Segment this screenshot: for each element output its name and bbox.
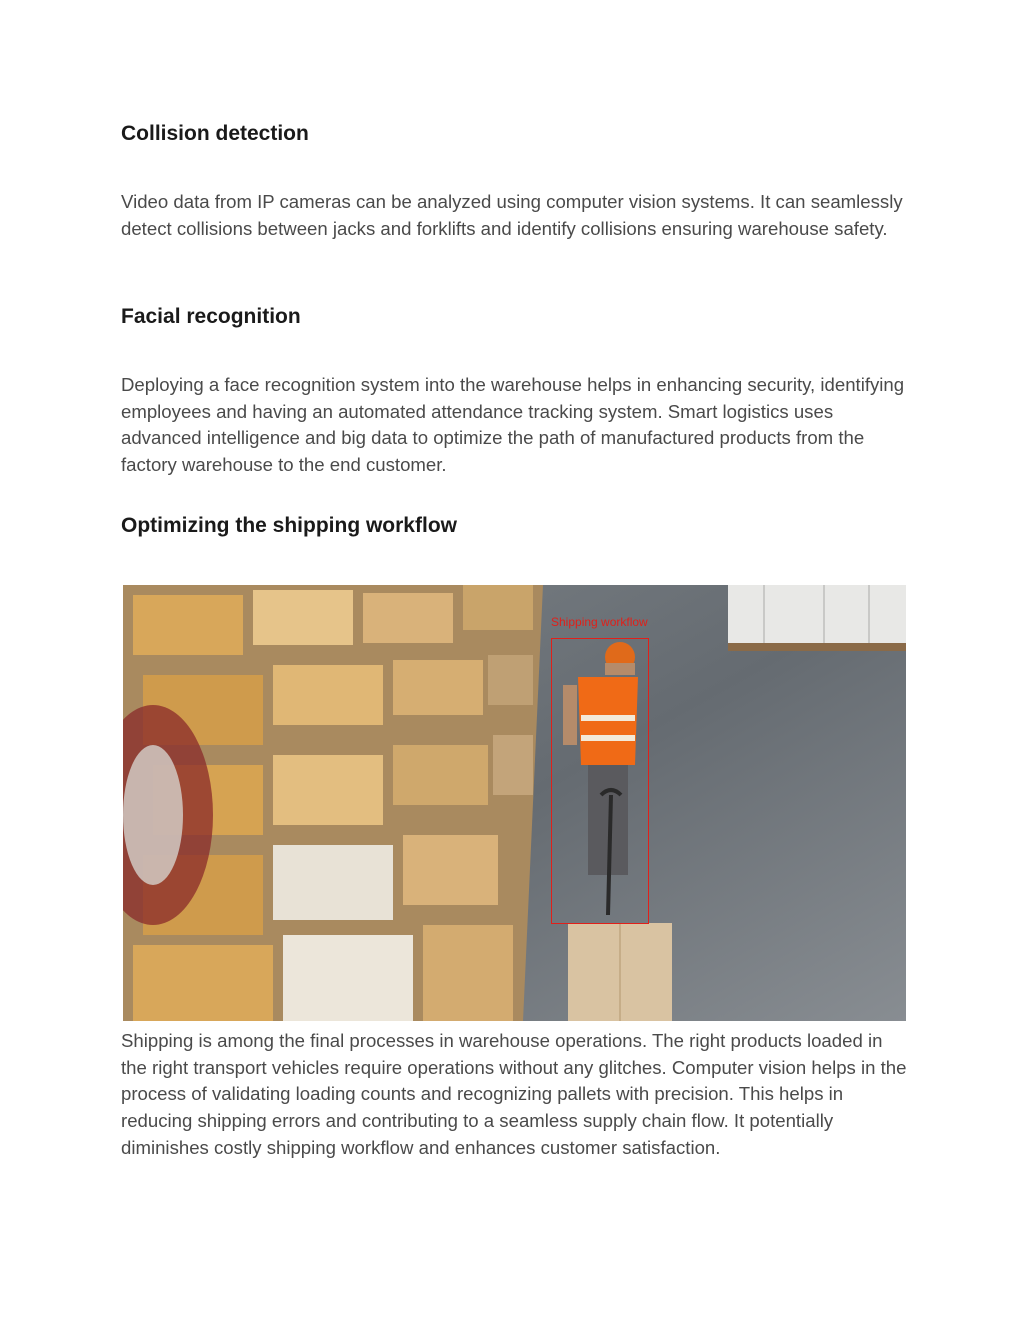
detection-label: Shipping workflow: [551, 615, 648, 629]
paragraph-shipping-workflow: Shipping is among the final processes in warehouse operations. The right products loaded in the right transport vehicles require operations without any glitches. Computer vision helps in the process of validating loading counts and recognizing pallets with precision. This helps in reducing shipping errors and contributing to a seamless supply chain flow. It potentially diminishes costly shipping workflow and enhances customer satisfaction.: [121, 1030, 907, 1158]
paragraph-collision-detection: Video data from IP cameras can be analyzed using computer vision systems. It can seamlessly detect collisions between jacks and forklifts and identify collisions ensuring warehouse safety.: [121, 191, 903, 239]
heading-collision-detection: Collision detection: [121, 122, 309, 145]
heading-shipping-workflow: Optimizing the shipping workflow: [121, 514, 457, 537]
detection-bounding-box: [551, 638, 649, 924]
paragraph-facial-recognition: Deploying a face recognition system into the warehouse helps in enhancing security, identifying employees and having an automated attendance tracking system. Smart logistics uses advanced intelligence and big data to optimize the path of manufactured products from the factory warehouse to the end customer.: [121, 374, 905, 476]
heading-facial-recognition: Facial recognition: [121, 305, 301, 328]
warehouse-scene-illustration: [123, 585, 906, 1021]
warehouse-photo: [123, 585, 906, 1021]
